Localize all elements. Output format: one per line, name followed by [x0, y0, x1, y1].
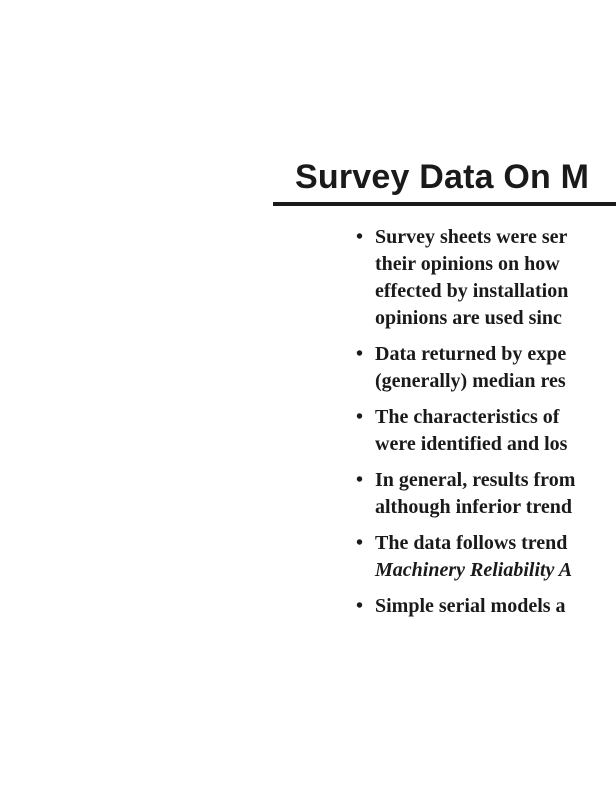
title-underline — [273, 202, 616, 206]
bullet-list — [356, 224, 575, 629]
bullet-item — [356, 404, 575, 458]
bullet-text-line: Survey sheets were ser — [375, 226, 568, 248]
bullet-text-line: The data follows trend — [375, 532, 568, 554]
bullet-text-line: their opinions on how — [375, 253, 560, 275]
bullet-marker: • — [356, 595, 364, 617]
bullet-marker: • — [356, 532, 364, 554]
bullet-marker: • — [356, 343, 364, 365]
bullet-item — [356, 467, 575, 521]
bullet-marker: • — [356, 469, 364, 491]
bullet-text-line: effected by installation — [375, 280, 569, 302]
bullet-text-line-italic: Machinery Reliability A — [375, 559, 573, 581]
bullet-item — [356, 593, 575, 620]
bullet-text-line: Simple serial models a — [375, 595, 566, 617]
bullet-item — [356, 341, 575, 395]
bullet-marker: • — [356, 406, 364, 428]
bullet-text-line: opinions are used sinc — [375, 307, 562, 329]
bullet-item — [356, 224, 575, 332]
bullet-marker: • — [356, 226, 364, 248]
bullet-text-line: The characteristics of — [375, 406, 560, 428]
bullet-text-line: In general, results from — [375, 469, 576, 491]
slide-title: Survey Data On M — [295, 158, 590, 196]
bullet-text-line: were identified and los — [375, 433, 568, 455]
bullet-text-line: although inferior trend — [375, 496, 573, 518]
bullet-item — [356, 530, 575, 584]
bullet-text-line: (generally) median res — [375, 370, 566, 392]
bullet-text-line: Data returned by expe — [375, 343, 567, 365]
